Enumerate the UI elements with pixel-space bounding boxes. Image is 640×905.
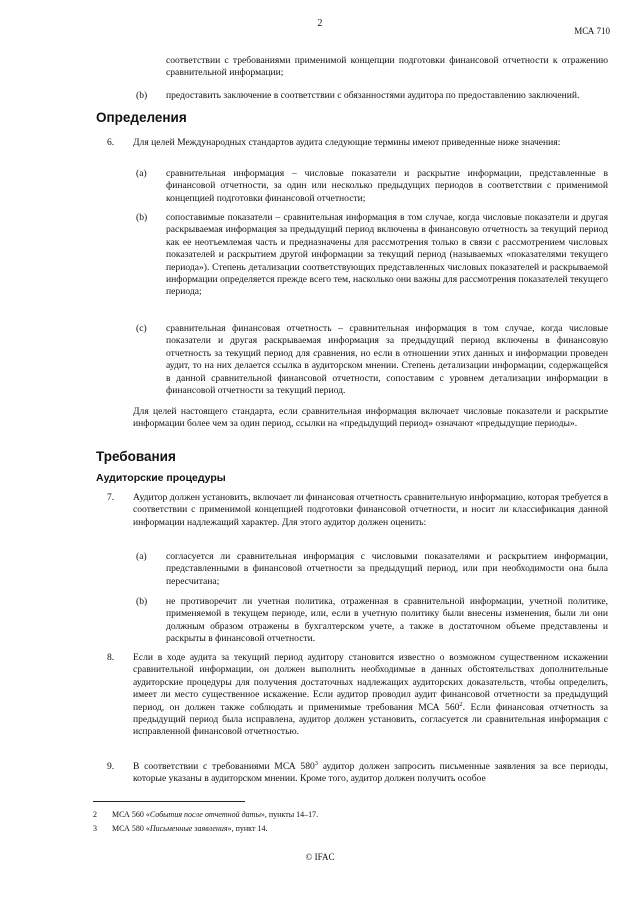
- definition-c-label: (c): [136, 323, 147, 334]
- requirements-heading: Требования: [96, 449, 176, 464]
- paragraph-9-text: В соответствии с требованиями МСА $580^3$ аудитор должен запросить письменные заявления за все периоды, которые указаны в аудиторском мнении. Кроме того, аудитор должен получить особое: [133, 759, 608, 785]
- definition-b-text: сопоставимые показатели – сравнительная информация в том случае, когда числовые показатели и другая раскрываемая информация за предыдущий период включены в финансовую отчетность за текущий период как ее неотъемлемая часть и предназначены для рассмотрения только в связи с рассмотрением числовых показателей и раскрытием другой информации за текущий период (называемых «показателями текущего периода»). Степень детализации соответствующих представленных числовых показателей и раскрываемой информации определяется прежде всего тем, насколько они важны для рассмотрения показателей текущего периода;: [166, 212, 608, 298]
- paragraph-9-number: 9.: [107, 761, 115, 772]
- footnote-2-number: 2: [93, 810, 97, 819]
- standard-code: МСА 710: [574, 26, 610, 36]
- paragraph-7-number: 7.: [107, 492, 115, 503]
- footnote-separator: [93, 801, 245, 802]
- footnote-3-text: МСА 580 «Письменные заявления», пункт 14.: [112, 824, 268, 833]
- footnote-3-number: 3: [93, 824, 97, 833]
- paragraph-8-number: 8.: [107, 652, 115, 663]
- paragraph-7a-text: согласуется ли сравнительная информация с числовыми показателями и раскрытием информации, представленными в финансовой отчетности за предыдущий период, или при необходимости она была пересчитана;: [166, 551, 608, 587]
- intro-b-label: (b): [136, 90, 148, 101]
- definitions-closing: Для целей настоящего стандарта, если сравнительная информация включает числовые показатели и раскрытие информации более чем за один период, ссылки на «предыдущий период» означают «предыдущие периоды».: [133, 406, 608, 430]
- definition-a-label: (a): [136, 168, 147, 179]
- paragraph-7a-label: (a): [136, 551, 147, 562]
- footnote-2-text: МСА 560 «События после отчетной даты», пункты 14–17.: [112, 810, 319, 819]
- paragraph-7b-label: (b): [136, 596, 148, 607]
- definition-b-label: (b): [136, 212, 148, 223]
- intro-continuation: соответствии с требованиями применимой концепции подготовки финансовой отчетности к отражению сравнительной информации;: [166, 55, 608, 79]
- copyright-footer: © IFAC: [305, 852, 335, 862]
- definition-a-text: сравнительная информация – числовые показатели и раскрытие информации, представленные в финансовой отчетности, за один или несколько предыдущих периодов в соответствии с применимой концепцией подготовки финансовой отчетности;: [166, 168, 608, 204]
- footnote-ref-3: 3: [314, 759, 319, 767]
- intro-b-text: предоставить заключение в соответствии с обязанностями аудитора по предоставлению заключений.: [166, 90, 580, 101]
- audit-procedures-subheading: Аудиторские процедуры: [96, 472, 226, 484]
- paragraph-7b-text: не противоречит ли учетная политика, отраженная в сравнительной информации, учетной политике, применяемой в текущем периоде, или, если в учетную политику были внесены изменения, были ли они должным образом отражены в бухгалтерском учете, а также в достаточном объеме представлены и раскрыты в финансовой отчетности.: [166, 596, 608, 645]
- footnote-ref-2: 2: [459, 700, 463, 708]
- paragraph-8-text: Если в ходе аудита за текущий период аудитору становится известно о возможном существенном искажении сравнительной информации, он должен выполнить необходимые в данных обстоятельствах дополнительные аудиторские процедуры для получения достаточных надлежащих аудиторских доказательств, чтобы определить, имеет ли место существенное искажение. Если аудитор проводил аудит финансовой отчетности за предыдущий период, он должен также соблюдать и применимые требования МСА $560^2$. Если финансовая отчетность за предыдущий период была исправлена, аудитор должен установить, согласуется ли сравнительная информация с исправленной финансовой отчетностью.: [133, 652, 608, 738]
- page-number: 2: [317, 18, 323, 29]
- paragraph-6-text: Для целей Международных стандартов аудита следующие термины имеют приведенные ниже значения:: [133, 137, 561, 148]
- paragraph-7-text: Аудитор должен установить, включает ли финансовая отчетность сравнительную информацию, которая требуется в соответствии с применимой концепцией подготовки финансовой отчетности, и носит ли классификация данной информации надлежащий характер. Для этого аудитор должен оценить:: [133, 492, 608, 528]
- definition-c-text: сравнительная финансовая отчетность – сравнительная информация в том случае, когда числовые показатели и другая раскрываемая информация за предыдущий период включены в финансовую отчетность за текущий период для сравнения, но если в отношении этих данных и информации проведен аудит, то на них делается ссылка в аудиторском мнении. Степень детализации информации, содержащейся в данной сравнительной финансовой отчетности, сопоставим с уровнем детализации информации в финансовой отчетности за текущий период.: [166, 323, 608, 397]
- paragraph-6-number: 6.: [107, 137, 115, 148]
- definitions-heading: Определения: [96, 110, 187, 125]
